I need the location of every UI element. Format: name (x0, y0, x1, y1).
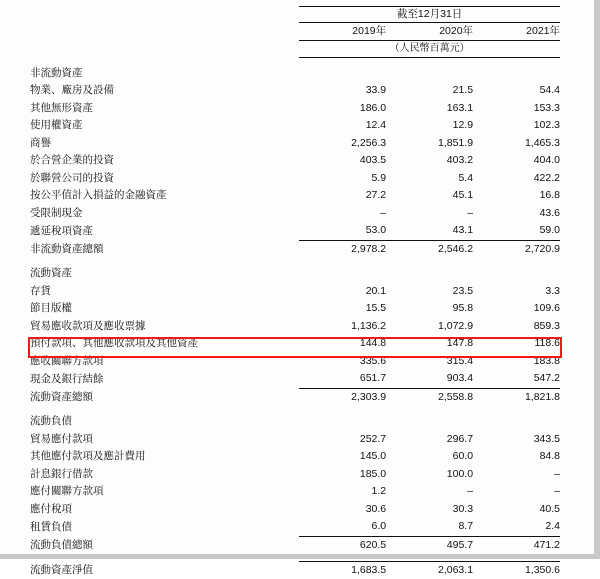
row-value-2021: 2.4 (545, 520, 560, 532)
row-label: 計息銀行借款 (30, 467, 93, 480)
table-row (30, 448, 560, 466)
spacer-row (30, 258, 560, 265)
empty-cell (473, 413, 560, 431)
row-value-2021: 109.6 (533, 302, 560, 314)
total-value-2019: 1,683.5 (299, 561, 386, 579)
table-row (30, 300, 560, 318)
row-label: 現金及銀行結餘 (30, 372, 104, 385)
table-row (30, 170, 560, 188)
row-value-2020: 163.1 (446, 101, 474, 114)
row-label: 租賃負債 (30, 520, 72, 533)
total-label: 非流動資產總額 (30, 242, 104, 255)
total-value-2019: 620.5 (299, 536, 386, 554)
row-label: 應付稅項 (30, 502, 72, 515)
table-row (30, 117, 560, 135)
row-label: 按公平值計入損益的金融資產 (30, 189, 167, 201)
total-value-2021: 2,720.9 (473, 240, 560, 258)
total-value-2020: 495.7 (386, 536, 473, 554)
row-value-2019: 27.2 (365, 189, 387, 201)
empty-cell (299, 265, 386, 283)
empty-cell (30, 7, 299, 23)
spacer-cell (30, 58, 560, 65)
row-value-2019: 2,256.3 (351, 136, 387, 149)
row-value-2020: 147.8 (446, 337, 474, 349)
row-value-2021: 1,465.3 (524, 136, 560, 149)
total-value-2020: 2,063.1 (386, 561, 473, 579)
row-label: 預付款項、其他應收款項及其他資產 (30, 337, 198, 349)
row-label: 於合營企業的投資 (30, 154, 114, 166)
section-title-row (30, 265, 560, 283)
empty-cell (386, 265, 473, 283)
table-row (30, 431, 560, 449)
row-value-2020: 1,851.9 (438, 136, 474, 149)
row-value-2021: 153.3 (533, 101, 560, 114)
table-row (30, 518, 560, 536)
row-value-2019: – (380, 206, 387, 219)
section-title-row (30, 413, 560, 431)
total-value-2019: 2,978.2 (299, 240, 386, 258)
table-row (30, 283, 560, 301)
period-header: 截至12月31日 (299, 7, 560, 23)
row-value-2019: 15.5 (365, 302, 387, 314)
row-label: 其他無形資產 (30, 101, 93, 114)
row-label: 貿易應付款項 (30, 432, 93, 445)
total-value-2021: 1,821.8 (473, 388, 560, 406)
table-row (30, 152, 560, 170)
row-value-2019: 186.0 (359, 101, 387, 114)
table-row (30, 335, 560, 353)
row-value-2019: 651.7 (359, 372, 387, 384)
row-value-2021: 102.3 (533, 119, 560, 131)
empty-cell (299, 413, 386, 431)
row-value-2019: 33.9 (365, 84, 387, 96)
total-label: 流動負債總額 (30, 538, 93, 551)
row-value-2019: 1.2 (371, 485, 387, 497)
empty-cell (386, 413, 473, 431)
row-value-2020: 403.2 (446, 154, 474, 166)
empty-cell (386, 65, 473, 83)
spacer-row (30, 58, 560, 65)
table-row (30, 82, 560, 100)
row-value-2021: – (554, 485, 560, 497)
row-value-2020: 5.4 (458, 171, 474, 184)
table-header-years-row (30, 23, 560, 41)
spacer-row (30, 406, 560, 413)
table-row (30, 318, 560, 336)
table-header-period-row (30, 7, 560, 23)
row-value-2020: 23.5 (452, 284, 474, 297)
row-value-2020: 296.7 (446, 432, 474, 445)
row-value-2019: 6.0 (371, 520, 387, 532)
table-header-unit-row (30, 41, 560, 58)
row-label: 遞延稅項資產 (30, 224, 93, 237)
table-row (30, 100, 560, 118)
total-label: 流動資產總額 (30, 390, 93, 403)
empty-cell (299, 65, 386, 83)
row-label: 節目版權 (30, 302, 72, 314)
row-value-2020: 95.8 (452, 302, 474, 314)
row-value-2021: 43.6 (539, 206, 560, 219)
column-header-year-2021: 2021年 (526, 25, 560, 37)
page-edge-bottom (0, 554, 600, 559)
row-value-2020: 903.4 (446, 372, 474, 384)
empty-cell (30, 41, 299, 58)
row-value-2020: 30.3 (452, 502, 474, 515)
row-value-2019: 30.6 (365, 502, 387, 515)
empty-cell (473, 65, 560, 83)
row-label: 於聯營公司的投資 (30, 171, 114, 184)
section-total-row (30, 388, 560, 406)
row-value-2020: 43.1 (452, 224, 474, 236)
unit-header: （人民幣百萬元） (299, 41, 560, 58)
row-value-2019: 185.0 (359, 467, 387, 480)
row-value-2021: – (554, 467, 560, 480)
total-value-2019: 2,303.9 (299, 388, 386, 406)
section-title-row (30, 65, 560, 83)
column-header-year-2019: 2019年 (352, 25, 387, 37)
row-value-2021: 343.5 (533, 432, 560, 445)
empty-cell (30, 23, 299, 41)
row-label: 應收關聯方款項 (30, 354, 104, 367)
row-label: 物業、廠房及設備 (30, 84, 114, 96)
row-label: 應付關聯方款項 (30, 485, 104, 497)
net-current-assets-row (30, 561, 560, 579)
table-row (30, 501, 560, 519)
table-row (30, 205, 560, 223)
row-value-2021: 422.2 (533, 171, 560, 184)
total-value-2020: 2,546.2 (386, 240, 473, 258)
total-value-2021: 471.2 (473, 536, 560, 554)
row-label: 商譽 (30, 136, 51, 149)
row-value-2021: 59.0 (539, 224, 560, 236)
row-value-2021: 404.0 (533, 154, 560, 166)
row-value-2019: 12.4 (365, 119, 387, 131)
row-label: 使用權資產 (30, 119, 83, 131)
row-value-2021: 3.3 (545, 284, 560, 297)
section-total-row (30, 240, 560, 258)
total-value-2021: 1,350.6 (473, 561, 560, 579)
row-value-2021: 183.8 (533, 354, 560, 367)
financial-table (30, 6, 560, 579)
empty-cell (473, 265, 560, 283)
row-label: 受限制現金 (30, 206, 83, 219)
row-label: 貿易應收款項及應收票據 (30, 319, 146, 332)
row-value-2020: 315.4 (446, 354, 474, 367)
total-value-2020: 2,558.8 (386, 388, 473, 406)
row-value-2021: 40.5 (539, 502, 560, 515)
row-value-2019: 145.0 (359, 450, 387, 462)
row-value-2021: 54.4 (539, 84, 560, 96)
row-value-2021: 547.2 (533, 372, 560, 384)
row-value-2019: 335.6 (359, 354, 387, 367)
spacer-cell (30, 258, 560, 265)
table-row (30, 466, 560, 484)
table-row (30, 135, 560, 153)
table-row (30, 187, 560, 205)
row-label: 存貨 (30, 284, 51, 297)
row-value-2020: – (467, 206, 474, 219)
section-title: 流動資產 (30, 267, 72, 279)
row-value-2019: 252.7 (359, 432, 387, 445)
row-value-2020: 12.9 (452, 119, 474, 131)
spacer-cell (30, 406, 560, 413)
row-value-2021: 16.8 (539, 189, 560, 201)
row-value-2020: 1,072.9 (438, 319, 474, 332)
row-value-2019: 53.0 (365, 224, 387, 236)
row-value-2019: 20.1 (365, 284, 387, 297)
row-value-2019: 144.8 (359, 337, 387, 349)
row-value-2020: 100.0 (446, 467, 474, 480)
row-label: 其他應付款項及應計費用 (30, 450, 146, 462)
row-value-2019: 403.5 (359, 154, 387, 166)
section-title: 非流動資產 (30, 66, 83, 79)
table-row (30, 483, 560, 501)
section-total-row (30, 536, 560, 554)
row-value-2020: 60.0 (452, 450, 474, 462)
row-value-2019: 1,136.2 (351, 319, 387, 332)
table-row (30, 353, 560, 371)
row-value-2020: – (467, 485, 474, 497)
page-edge-right (594, 0, 600, 559)
row-value-2020: 8.7 (458, 520, 474, 532)
table-row (30, 222, 560, 240)
row-value-2021: 118.6 (534, 337, 560, 349)
row-value-2020: 21.5 (452, 84, 474, 96)
column-header-year-2020: 2020年 (439, 25, 474, 37)
section-title: 流動負債 (30, 415, 72, 427)
row-value-2021: 84.8 (539, 450, 560, 462)
row-value-2021: 859.3 (533, 319, 560, 332)
total-label: 流動資產淨值 (30, 563, 93, 576)
row-value-2019: 5.9 (371, 171, 387, 184)
table-row-highlighted (30, 370, 560, 388)
row-value-2020: 45.1 (452, 189, 474, 201)
